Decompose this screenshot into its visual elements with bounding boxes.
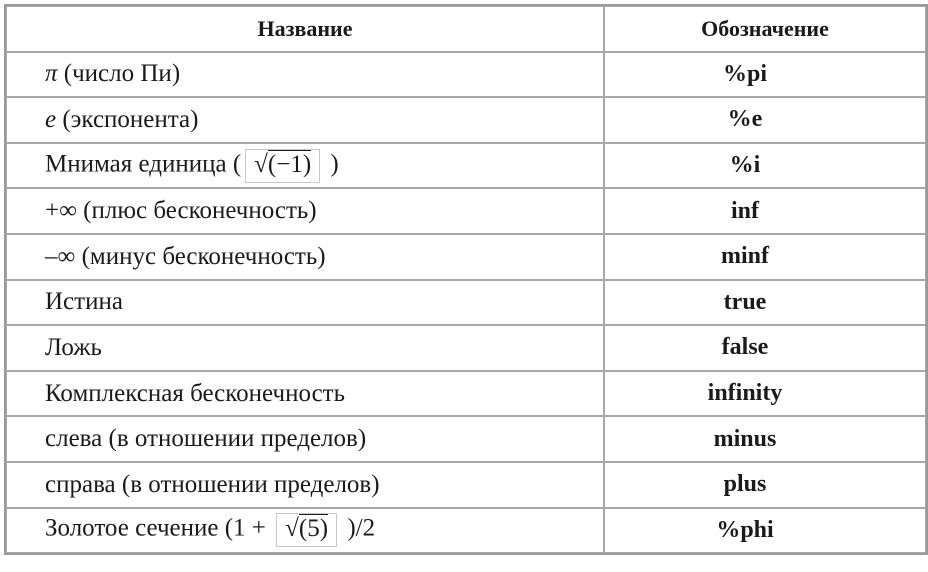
table-row bbox=[6, 234, 926, 280]
constant-symbol: %pi bbox=[604, 52, 926, 98]
constant-name: слева (в отношении пределов) bbox=[6, 416, 604, 462]
constant-name: справа (в отношении пределов) bbox=[6, 462, 604, 508]
constant-symbol: plus bbox=[604, 462, 926, 508]
constant-symbol: inf bbox=[604, 188, 926, 234]
constants-table bbox=[4, 4, 928, 555]
constant-symbol: true bbox=[604, 280, 926, 326]
constant-name: –∞ (минус бесконечность) bbox=[6, 234, 604, 280]
name-after: ) bbox=[324, 150, 339, 178]
constant-symbol: %phi bbox=[604, 508, 926, 554]
table-row bbox=[6, 280, 926, 326]
name-after: )/2 bbox=[341, 515, 376, 543]
table-row bbox=[6, 97, 926, 143]
table-row bbox=[6, 325, 926, 371]
header-symbol: Обозначение bbox=[604, 6, 926, 52]
sqrt-formula-box bbox=[276, 513, 337, 547]
name-text: (экспонента) bbox=[56, 105, 199, 133]
constant-name: +∞ (плюс бесконечность) bbox=[6, 188, 604, 234]
constant-symbol: %e bbox=[604, 97, 926, 143]
table-row bbox=[6, 371, 926, 417]
constant-name: Ложь bbox=[6, 325, 604, 371]
constant-symbol: false bbox=[604, 325, 926, 371]
table-row bbox=[6, 462, 926, 508]
header-name: Название bbox=[6, 6, 604, 52]
constant-symbol: %i bbox=[604, 143, 926, 189]
name-text: Мнимая единица ( bbox=[45, 150, 242, 178]
constant-symbol: infinity bbox=[604, 371, 926, 417]
sqrt-icon: √ bbox=[285, 515, 299, 543]
constant-symbol: minf bbox=[604, 234, 926, 280]
sqrt-icon: √ bbox=[254, 150, 268, 178]
table-row bbox=[6, 416, 926, 462]
constant-name bbox=[6, 508, 604, 554]
table-row bbox=[6, 143, 926, 189]
name-text: Золотое сечение (1 + bbox=[45, 515, 273, 543]
sqrt-radicand: (5) bbox=[298, 515, 329, 543]
name-text: (число Пи) bbox=[57, 60, 181, 88]
sqrt-radicand: (−1) bbox=[267, 150, 312, 178]
constant-name bbox=[6, 143, 604, 189]
constant-symbol: minus bbox=[604, 416, 926, 462]
name-variable: π bbox=[45, 60, 58, 88]
table-row bbox=[6, 508, 926, 554]
constant-name bbox=[6, 52, 604, 98]
table-row bbox=[6, 52, 926, 98]
constant-name bbox=[6, 97, 604, 143]
name-variable: e bbox=[45, 105, 57, 133]
constant-name: Истина bbox=[6, 280, 604, 326]
table-row bbox=[6, 188, 926, 234]
sqrt-formula-box bbox=[245, 149, 320, 183]
header-row bbox=[6, 6, 926, 52]
constant-name: Комплексная бесконечность bbox=[6, 371, 604, 417]
